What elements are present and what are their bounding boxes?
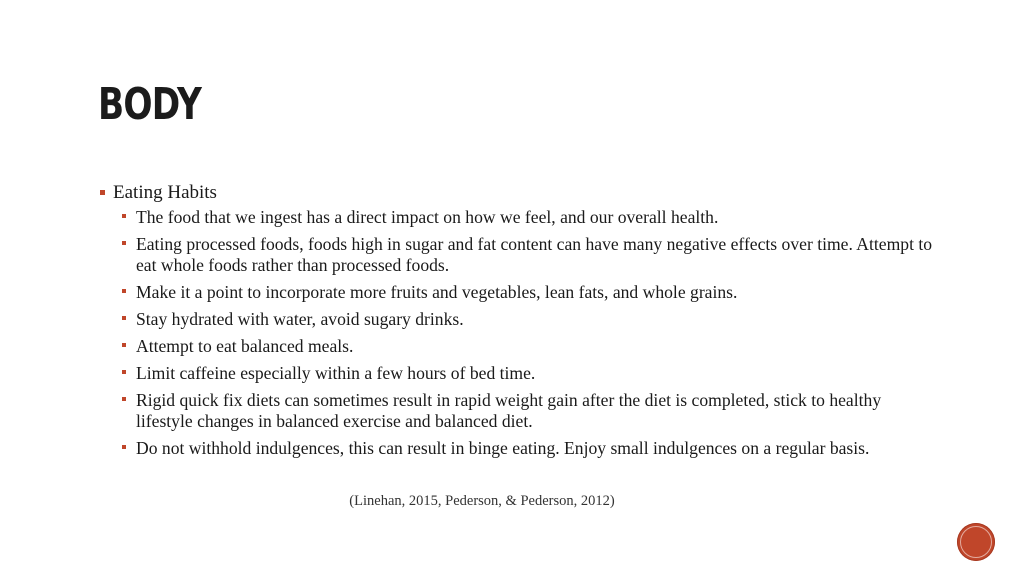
list-item bbox=[98, 309, 938, 330]
square-bullet-icon bbox=[122, 445, 126, 449]
slide-title: BODY bbox=[98, 79, 202, 130]
list-item-text: Do not withhold indulgences, this can result in binge eating. Enjoy small indulgences on a regular basis. bbox=[136, 438, 870, 458]
square-bullet-icon bbox=[100, 190, 105, 195]
list-item-text: The food that we ingest has a direct impact on how we feel, and our overall health. bbox=[136, 207, 719, 227]
list-item bbox=[98, 390, 938, 432]
slide-content bbox=[98, 181, 938, 465]
square-bullet-icon bbox=[122, 370, 126, 374]
slide-number-badge-icon bbox=[957, 523, 995, 561]
square-bullet-icon bbox=[122, 289, 126, 293]
square-bullet-icon bbox=[122, 316, 126, 320]
list-item bbox=[98, 336, 938, 357]
list-item-text: Rigid quick fix diets can sometimes result in rapid weight gain after the diet is completed, stick to healthy lifestyle changes in balanced exercise and balanced diet. bbox=[136, 390, 882, 431]
bullet-list bbox=[98, 207, 938, 459]
section-heading: Eating Habits bbox=[113, 182, 217, 203]
list-item bbox=[98, 438, 938, 459]
square-bullet-icon bbox=[122, 397, 126, 401]
badge-ring bbox=[960, 526, 992, 558]
list-item-text: Make it a point to incorporate more fruits and vegetables, lean fats, and whole grains. bbox=[136, 282, 738, 302]
list-item-text: Eating processed foods, foods high in sugar and fat content can have many negative effects over time. Attempt to eat whole foods rather than processed foods. bbox=[136, 234, 933, 275]
square-bullet-icon bbox=[122, 241, 126, 245]
bullet-level1 bbox=[98, 181, 938, 205]
list-item-text: Stay hydrated with water, avoid sugary drinks. bbox=[136, 309, 464, 329]
list-item-text: Limit caffeine especially within a few hours of bed time. bbox=[136, 363, 536, 383]
square-bullet-icon bbox=[122, 343, 126, 347]
list-item bbox=[98, 282, 938, 303]
list-item bbox=[98, 234, 938, 276]
citation: (Linehan, 2015, Pederson, & Pederson, 2012) bbox=[349, 493, 615, 509]
list-item-text: Attempt to eat balanced meals. bbox=[136, 336, 354, 356]
square-bullet-icon bbox=[122, 214, 126, 218]
list-item bbox=[98, 207, 938, 228]
list-item bbox=[98, 363, 938, 384]
